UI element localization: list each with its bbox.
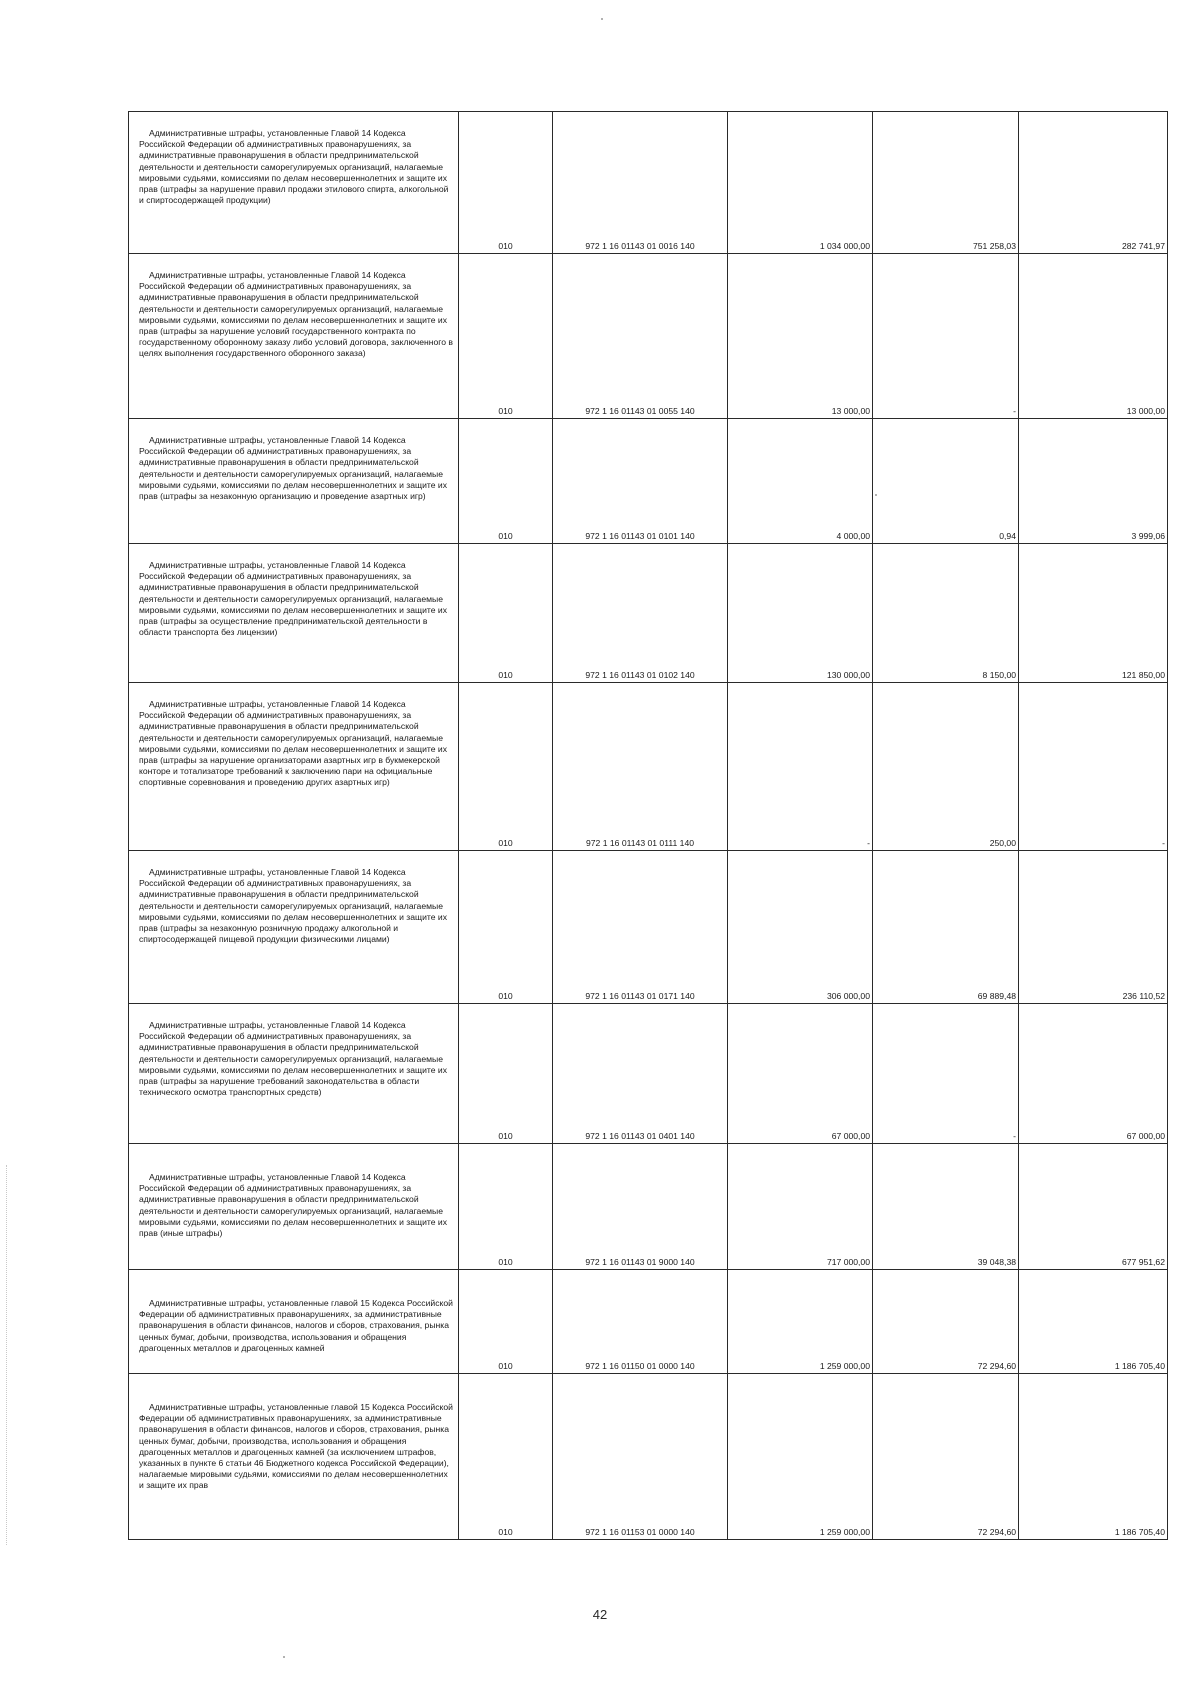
scan-edge-mark	[6, 1165, 8, 1545]
row-executed-amount: 0,94	[873, 419, 1019, 544]
row-budget-code: 972 1 16 01143 01 0055 140	[553, 254, 728, 419]
row-approved-amount: 4 000,00	[728, 419, 873, 544]
row-remaining-amount: 3 999,06	[1019, 419, 1168, 544]
row-description: Административные штрафы, установленные Главой 14 Кодекса Российской Федерации об административных правонарушениях, за административные правонарушения в области предпринимательской деятельности и деятельности саморегулируемых организаций, налагаемые мировыми судьями, комиссиями по делам несовершеннолетних и защите их прав (штрафы за нарушение условий государственного контракта по государственному оборонному заказу либо условий договора, заключенного в целях выполнения государственного оборонного заказа)	[129, 254, 459, 419]
row-approved-amount: -	[728, 683, 873, 851]
row-budget-code: 972 1 16 01143 01 9000 140	[553, 1144, 728, 1270]
row-description: Административные штрафы, установленные Главой 14 Кодекса Российской Федерации об административных правонарушениях, за административные правонарушения в области предпринимательской деятельности и деятельности саморегулируемых организаций, налагаемые мировыми судьями, комиссиями по делам несовершеннолетних и защите их прав (штрафы за нарушение правил продажи этилового спирта, алкогольной и спиртосодержащей продукции)	[129, 112, 459, 254]
row-approved-amount: 67 000,00	[728, 1004, 873, 1144]
row-line-code: 010	[459, 254, 553, 419]
row-description: Административные штрафы, установленные главой 15 Кодекса Российской Федерации об административных правонарушениях, за административные правонарушения в области финансов, налогов и сборов, страхования, рынка ценных бумаг, добычи, производства, использования и обращения драгоценных металлов и драгоценных камней (за исключением штрафов, указанных в пункте 6 статьи 46 Бюджетного кодекса Российской Федерации), налагаемые мировыми судьями, комиссиями по делам несовершеннолетних и защите их прав	[129, 1374, 459, 1540]
row-remaining-amount: 121 850,00	[1019, 544, 1168, 683]
row-executed-amount: 8 150,00	[873, 544, 1019, 683]
row-description: Административные штрафы, установленные Главой 14 Кодекса Российской Федерации об административных правонарушениях, за административные правонарушения в области предпринимательской деятельности и деятельности саморегулируемых организаций, налагаемые мировыми судьями, комиссиями по делам несовершеннолетних и защите их прав (штрафы за незаконную розничную продажу алкогольной и спиртосодержащей пищевой продукции физическими лицами)	[129, 851, 459, 1004]
row-line-code: 010	[459, 1144, 553, 1270]
row-executed-amount: 751 258,03	[873, 112, 1019, 254]
row-executed-amount: 69 889,48	[873, 851, 1019, 1004]
row-line-code: 010	[459, 851, 553, 1004]
row-budget-code: 972 1 16 01150 01 0000 140	[553, 1270, 728, 1374]
row-line-code: 010	[459, 112, 553, 254]
table-row	[129, 1144, 1168, 1270]
row-remaining-amount: 1 186 705,40	[1019, 1270, 1168, 1374]
row-executed-amount: 39 048,38	[873, 1144, 1019, 1270]
row-budget-code: 972 1 16 01143 01 0101 140	[553, 419, 728, 544]
row-budget-code: 972 1 16 01143 01 0111 140	[553, 683, 728, 851]
table-row	[129, 1374, 1168, 1540]
row-approved-amount: 717 000,00	[728, 1144, 873, 1270]
row-approved-amount: 1 034 000,00	[728, 112, 873, 254]
row-description: Административные штрафы, установленные Главой 14 Кодекса Российской Федерации об административных правонарушениях, за административные правонарушения в области предпринимательской деятельности и деятельности саморегулируемых организаций, налагаемые мировыми судьями, комиссиями по делам несовершеннолетних и защите их прав (штрафы за незаконную организацию и проведение азартных игр)	[129, 419, 459, 544]
row-remaining-amount: 236 110,52	[1019, 851, 1168, 1004]
row-executed-amount: -	[873, 254, 1019, 419]
row-remaining-amount: 67 000,00	[1019, 1004, 1168, 1144]
row-remaining-amount: 282 741,97	[1019, 112, 1168, 254]
row-line-code: 010	[459, 1004, 553, 1144]
row-approved-amount: 13 000,00	[728, 254, 873, 419]
row-line-code: 010	[459, 1270, 553, 1374]
row-executed-amount: 72 294,60	[873, 1374, 1019, 1540]
row-executed-amount: 72 294,60	[873, 1270, 1019, 1374]
row-line-code: 010	[459, 419, 553, 544]
budget-revenue-table	[128, 111, 1168, 1540]
table-row	[129, 112, 1168, 254]
row-line-code: 010	[459, 683, 553, 851]
table-row	[129, 1270, 1168, 1374]
row-description: Административные штрафы, установленные главой 15 Кодекса Российской Федерации об административных правонарушениях, за административные правонарушения в области финансов, налогов и сборов, страхования, рынка ценных бумаг, добычи, производства, использования и обращения драгоценных металлов и драгоценных камней	[129, 1270, 459, 1374]
row-budget-code: 972 1 16 01143 01 0016 140	[553, 112, 728, 254]
row-budget-code: 972 1 16 01153 01 0000 140	[553, 1374, 728, 1540]
row-approved-amount: 306 000,00	[728, 851, 873, 1004]
table-row	[129, 544, 1168, 683]
page-number: 42	[592, 1607, 608, 1622]
table-row	[129, 851, 1168, 1004]
row-budget-code: 972 1 16 01143 01 0102 140	[553, 544, 728, 683]
table-row	[129, 419, 1168, 544]
row-approved-amount: 1 259 000,00	[728, 1270, 873, 1374]
row-description: Административные штрафы, установленные Главой 14 Кодекса Российской Федерации об административных правонарушениях, за административные правонарушения в области предпринимательской деятельности и деятельности саморегулируемых организаций, налагаемые мировыми судьями, комиссиями по делам несовершеннолетних и защите их прав (штрафы за осуществление предпринимательской деятельности в области транспорта без лицензии)	[129, 544, 459, 683]
table-row	[129, 254, 1168, 419]
scan-speck	[601, 18, 603, 20]
row-remaining-amount: 13 000,00	[1019, 254, 1168, 419]
row-remaining-amount: 677 951,62	[1019, 1144, 1168, 1270]
row-description: Административные штрафы, установленные Главой 14 Кодекса Российской Федерации об административных правонарушениях, за административные правонарушения в области предпринимательской деятельности и деятельности саморегулируемых организаций, налагаемые мировыми судьями, комиссиями по делам несовершеннолетних и защите их прав (иные штрафы)	[129, 1144, 459, 1270]
table-row	[129, 683, 1168, 851]
row-remaining-amount: -	[1019, 683, 1168, 851]
row-budget-code: 972 1 16 01143 01 0401 140	[553, 1004, 728, 1144]
row-line-code: 010	[459, 544, 553, 683]
row-description: Административные штрафы, установленные Главой 14 Кодекса Российской Федерации об административных правонарушениях, за административные правонарушения в области предпринимательской деятельности и деятельности саморегулируемых организаций, налагаемые мировыми судьями, комиссиями по делам несовершеннолетних и защите их прав (штрафы за нарушение требований законодательства в области технического осмотра транспортных средств)	[129, 1004, 459, 1144]
table-row	[129, 1004, 1168, 1144]
row-description: Административные штрафы, установленные Главой 14 Кодекса Российской Федерации об административных правонарушениях, за административные правонарушения в области предпринимательской деятельности и деятельности саморегулируемых организаций, налагаемые мировыми судьями, комиссиями по делам несовершеннолетних и защите их прав (штрафы за нарушение организаторами азартных игр в букмекерской конторе и тотализаторе требований к заключению пари на официальные спортивные соревнования и проведению других азартных игр)	[129, 683, 459, 851]
scan-speck	[283, 1656, 285, 1658]
row-line-code: 010	[459, 1374, 553, 1540]
row-budget-code: 972 1 16 01143 01 0171 140	[553, 851, 728, 1004]
row-remaining-amount: 1 186 705,40	[1019, 1374, 1168, 1540]
row-approved-amount: 1 259 000,00	[728, 1374, 873, 1540]
row-approved-amount: 130 000,00	[728, 544, 873, 683]
row-executed-amount: 250,00	[873, 683, 1019, 851]
row-executed-amount: -	[873, 1004, 1019, 1144]
